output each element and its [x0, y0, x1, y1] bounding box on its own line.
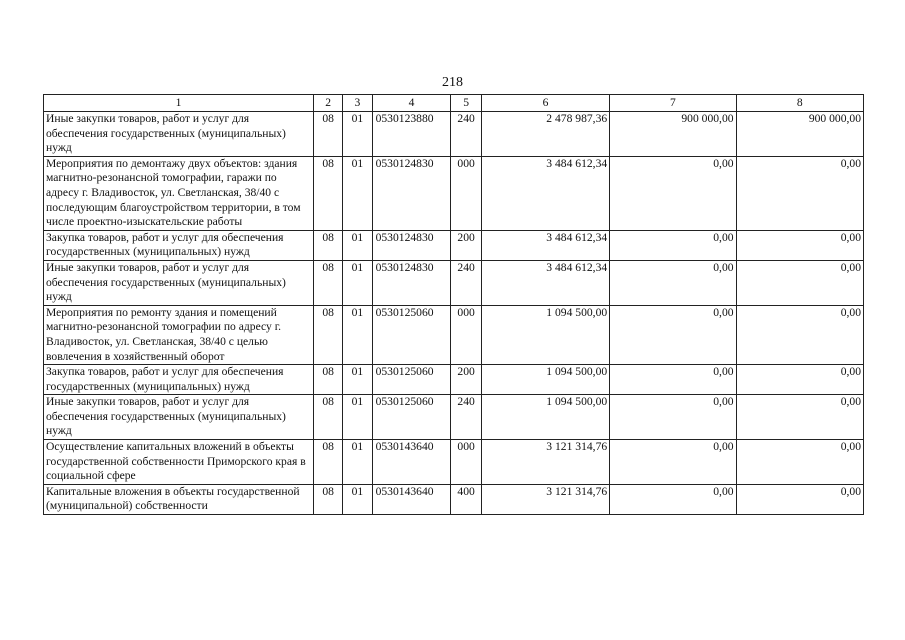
expense-name: Капитальные вложения в объекты государственной (муниципальной) собственности: [44, 484, 314, 514]
column-header: 8: [736, 95, 863, 112]
table-row: [44, 260, 864, 305]
amount-col7: 900 000,00: [610, 112, 736, 157]
subsection-code: 01: [343, 156, 372, 230]
header-row: [44, 95, 864, 112]
amount-col6: 2 478 987,36: [481, 112, 609, 157]
table-row: [44, 112, 864, 157]
expense-name: Иные закупки товаров, работ и услуг для обеспечения государственных (муниципальных) нужд: [44, 260, 314, 305]
section-code: 08: [313, 484, 342, 514]
expense-type-code: 000: [451, 156, 481, 230]
amount-col7: 0,00: [610, 484, 736, 514]
expense-name: Мероприятия по ремонту здания и помещений магнитно-резонансной томографии по адресу г. Владивосток, ул. Светланская, 38/40 с целью вовлечения в хозяйственный оборот: [44, 305, 314, 364]
expense-name: Закупка товаров, работ и услуг для обеспечения государственных (муниципальных) нужд: [44, 230, 314, 260]
amount-col7: 0,00: [610, 230, 736, 260]
amount-col7: 0,00: [610, 395, 736, 440]
column-header: 4: [372, 95, 451, 112]
target-article-code: 0530124830: [372, 230, 451, 260]
table-row: [44, 230, 864, 260]
table-row: [44, 365, 864, 395]
amount-col7: 0,00: [610, 260, 736, 305]
subsection-code: 01: [343, 365, 372, 395]
amount-col8: 0,00: [736, 365, 863, 395]
target-article-code: 0530125060: [372, 305, 451, 364]
column-header: 5: [451, 95, 481, 112]
expense-name: Осуществление капитальных вложений в объекты государственной собственности Приморского края в социальной сфере: [44, 440, 314, 485]
subsection-code: 01: [343, 440, 372, 485]
amount-col7: 0,00: [610, 365, 736, 395]
table-row: [44, 440, 864, 485]
amount-col6: 3 121 314,76: [481, 484, 609, 514]
subsection-code: 01: [343, 230, 372, 260]
target-article-code: 0530143640: [372, 484, 451, 514]
amount-col6: 3 484 612,34: [481, 260, 609, 305]
amount-col8: 0,00: [736, 305, 863, 364]
section-code: 08: [313, 395, 342, 440]
table-row: [44, 484, 864, 514]
amount-col8: 0,00: [736, 484, 863, 514]
section-code: 08: [313, 156, 342, 230]
amount-col8: 900 000,00: [736, 112, 863, 157]
amount-col6: 3 484 612,34: [481, 156, 609, 230]
section-code: 08: [313, 440, 342, 485]
target-article-code: 0530123880: [372, 112, 451, 157]
expense-type-code: 240: [451, 112, 481, 157]
target-article-code: 0530125060: [372, 395, 451, 440]
amount-col8: 0,00: [736, 395, 863, 440]
target-article-code: 0530125060: [372, 365, 451, 395]
column-header: 3: [343, 95, 372, 112]
expense-type-code: 000: [451, 440, 481, 485]
subsection-code: 01: [343, 112, 372, 157]
column-header: 1: [44, 95, 314, 112]
amount-col6: 1 094 500,00: [481, 395, 609, 440]
section-code: 08: [313, 365, 342, 395]
amount-col8: 0,00: [736, 260, 863, 305]
amount-col8: 0,00: [736, 440, 863, 485]
column-header: 2: [313, 95, 342, 112]
expense-name: Мероприятия по демонтажу двух объектов: здания магнитно-резонансной томографии, гаражи по адресу г. Владивосток, ул. Светланская, 38/40 с последующим благоустройством территории, в том числе проектно-изыскательские работы: [44, 156, 314, 230]
amount-col8: 0,00: [736, 156, 863, 230]
amount-col6: 3 121 314,76: [481, 440, 609, 485]
amount-col6: 3 484 612,34: [481, 230, 609, 260]
section-code: 08: [313, 260, 342, 305]
expense-name: Иные закупки товаров, работ и услуг для обеспечения государственных (муниципальных) нужд: [44, 112, 314, 157]
subsection-code: 01: [343, 305, 372, 364]
expense-name: Иные закупки товаров, работ и услуг для обеспечения государственных (муниципальных) нужд: [44, 395, 314, 440]
table-row: [44, 395, 864, 440]
table-row: [44, 156, 864, 230]
expense-type-code: 240: [451, 395, 481, 440]
subsection-code: 01: [343, 484, 372, 514]
expense-type-code: 400: [451, 484, 481, 514]
page-number: 218: [442, 75, 463, 90]
amount-col6: 1 094 500,00: [481, 365, 609, 395]
expense-type-code: 200: [451, 365, 481, 395]
expense-type-code: 000: [451, 305, 481, 364]
amount-col6: 1 094 500,00: [481, 305, 609, 364]
amount-col8: 0,00: [736, 230, 863, 260]
subsection-code: 01: [343, 260, 372, 305]
budget-table: [43, 94, 864, 515]
expense-type-code: 200: [451, 230, 481, 260]
expense-type-code: 240: [451, 260, 481, 305]
column-header: 7: [610, 95, 736, 112]
column-header: 6: [481, 95, 609, 112]
table-row: [44, 305, 864, 364]
amount-col7: 0,00: [610, 305, 736, 364]
section-code: 08: [313, 305, 342, 364]
amount-col7: 0,00: [610, 156, 736, 230]
target-article-code: 0530143640: [372, 440, 451, 485]
section-code: 08: [313, 112, 342, 157]
target-article-code: 0530124830: [372, 260, 451, 305]
amount-col7: 0,00: [610, 440, 736, 485]
subsection-code: 01: [343, 395, 372, 440]
section-code: 08: [313, 230, 342, 260]
expense-name: Закупка товаров, работ и услуг для обеспечения государственных (муниципальных) нужд: [44, 365, 314, 395]
target-article-code: 0530124830: [372, 156, 451, 230]
